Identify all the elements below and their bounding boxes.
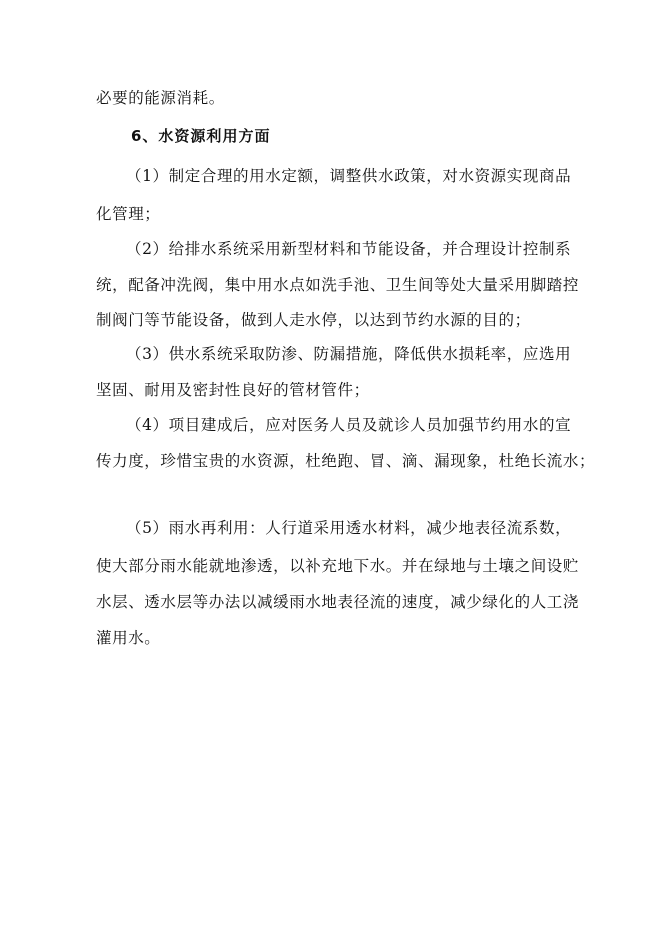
- item-2-line-3: 制阀门等节能设备，做到人走水停，以达到节约水源的目的；: [96, 311, 531, 329]
- item-5-line-1: （5）雨水再利用：人行道采用透水材料，减少地表径流系数，: [126, 519, 572, 537]
- item-3-line-1: （3）供水系统采取防渗、防漏措施，降低供水损耗率，应选用: [126, 345, 572, 363]
- item-2-line-1: （2）给排水系统采用新型材料和节能设备，并合理设计控制系: [126, 240, 572, 258]
- item-4-line-2: 传力度，珍惜宝贵的水资源，杜绝跑、冒、滴、漏现象，杜绝长流水；: [96, 452, 596, 470]
- item-5-line-3: 水层、透水层等办法以减缓雨水地表径流的速度，减少绿化的人工浇: [96, 593, 580, 611]
- item-2-line-2: 统，配备冲洗阀，集中用水点如洗手池、卫生间等处大量采用脚踏控: [96, 276, 580, 294]
- intro-tail-text: 必要的能源消耗。: [96, 89, 225, 107]
- item-1-line-1: （1）制定合理的用水定额，调整供水政策，对水资源实现商品: [126, 167, 572, 185]
- item-3-line-2: 坚固、耐用及密封性良好的管材管件；: [96, 381, 370, 399]
- section-heading: 6、水资源利用方面: [131, 127, 271, 145]
- item-4-line-1: （4）项目建成后，应对医务人员及就诊人员加强节约用水的宣: [126, 416, 572, 434]
- item-5-line-2: 使大部分雨水能就地渗透，以补充地下水。并在绿地与土壤之间设贮: [96, 557, 580, 575]
- item-5-line-4: 灌用水。: [96, 629, 161, 647]
- item-1-line-2: 化管理；: [96, 205, 161, 223]
